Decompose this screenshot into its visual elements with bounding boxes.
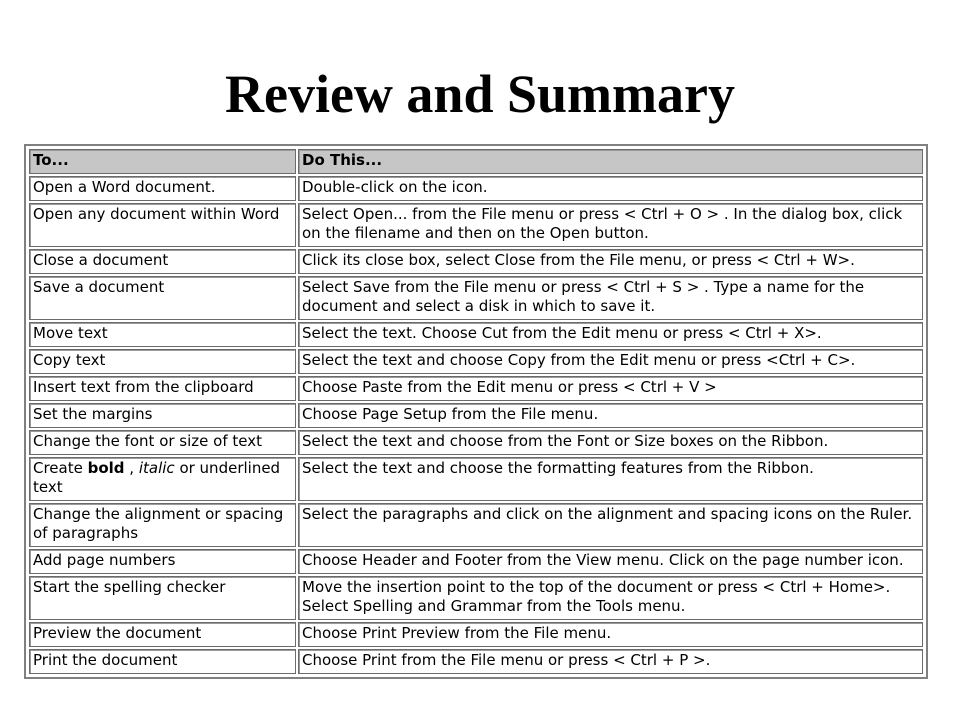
action-cell: Double-click on the icon. (298, 176, 923, 201)
task-cell: Start the spelling checker (29, 576, 296, 620)
slide-title: Review and Summary (225, 64, 735, 124)
table-row (29, 203, 923, 247)
task-cell: Add page numbers (29, 549, 296, 574)
table-row (29, 549, 923, 574)
task-cell: Copy text (29, 349, 296, 374)
task-cell: Insert text from the clipboard (29, 376, 296, 401)
action-cell: Choose Print from the File menu or press < Ctrl + P >. (298, 649, 923, 674)
task-cell: Print the document (29, 649, 296, 674)
task-cell: Open any document within Word (29, 203, 296, 247)
table-row (29, 176, 923, 201)
action-cell: Select Open... from the File menu or press < Ctrl + O > . In the dialog box, click on the filename and then on the Open button. (298, 203, 923, 247)
action-cell: Choose Print Preview from the File menu. (298, 622, 923, 647)
table-row (29, 622, 923, 647)
table-row (29, 249, 923, 274)
action-cell: Move the insertion point to the top of the document or press < Ctrl + Home>. Select Spelling and Grammar from the Tools menu. (298, 576, 923, 620)
task-text-prefix: Create (33, 459, 88, 477)
table-row (29, 322, 923, 347)
action-cell: Click its close box, select Close from the File menu, or press < Ctrl + W>. (298, 249, 923, 274)
action-cell: Choose Page Setup from the File menu. (298, 403, 923, 428)
action-cell: Select the text and choose the formatting features from the Ribbon. (298, 457, 923, 501)
task-text-suffix: or underlined text (33, 459, 281, 496)
task-cell: Set the margins (29, 403, 296, 428)
header-do-this: Do This... (298, 149, 923, 174)
action-cell: Select the text and choose from the Font or Size boxes on the Ribbon. (298, 430, 923, 455)
task-cell: Change the font or size of text (29, 430, 296, 455)
action-cell: Choose Paste from the Edit menu or press < Ctrl + V > (298, 376, 923, 401)
task-cell: Close a document (29, 249, 296, 274)
table-row (29, 349, 923, 374)
table-row (29, 430, 923, 455)
table-row (29, 503, 923, 547)
action-cell: Select the text and choose Copy from the Edit menu or press <Ctrl + C>. (298, 349, 923, 374)
task-cell (29, 457, 296, 501)
table-row (29, 403, 923, 428)
table-row (29, 576, 923, 620)
summary-table-frame (24, 144, 928, 679)
action-cell: Select Save from the File menu or press < Ctrl + S > . Type a name for the document and select a disk in which to save it. (298, 276, 923, 320)
task-cell: Open a Word document. (29, 176, 296, 201)
task-text-bold: bold (87, 459, 125, 477)
task-cell: Change the alignment or spacing of paragraphs (29, 503, 296, 547)
task-cell: Move text (29, 322, 296, 347)
action-cell: Select the paragraphs and click on the alignment and spacing icons on the Ruler. (298, 503, 923, 547)
table-header-row (29, 149, 923, 174)
header-to: To... (29, 149, 296, 174)
task-cell: Preview the document (29, 622, 296, 647)
task-text-separator: , (124, 459, 139, 477)
action-cell: Select the text. Choose Cut from the Edit menu or press < Ctrl + X>. (298, 322, 923, 347)
summary-table (27, 147, 925, 676)
task-cell: Save a document (29, 276, 296, 320)
action-cell: Choose Header and Footer from the View menu. Click on the page number icon. (298, 549, 923, 574)
table-row (29, 276, 923, 320)
table-row (29, 376, 923, 401)
table-row (29, 457, 923, 501)
task-text-italic: italic (138, 459, 175, 477)
table-row (29, 649, 923, 674)
